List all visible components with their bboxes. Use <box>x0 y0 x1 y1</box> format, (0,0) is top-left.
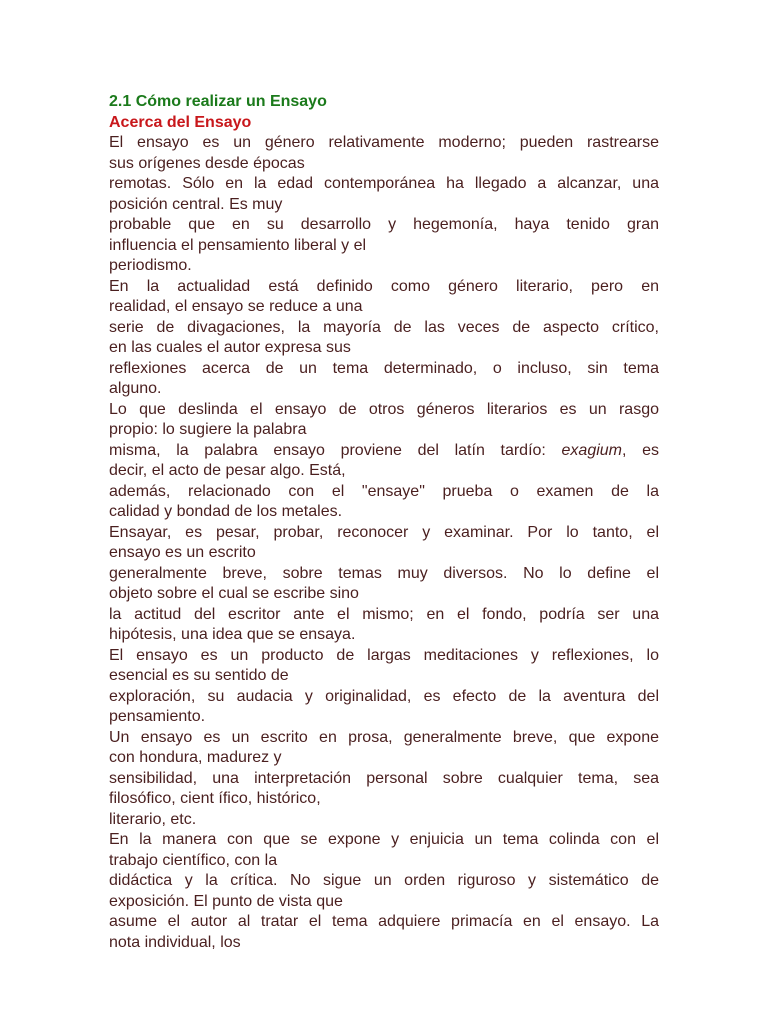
text-line: hipótesis, una idea que se ensaya. <box>109 626 356 643</box>
text-line: literario, etc. <box>109 810 197 828</box>
text-line: remotas. Sólo en la edad contemporánea ha llegado a alcanzar, una <box>109 175 659 192</box>
text-segment: , es <box>622 441 659 459</box>
text-line: En la actualidad está definido como género literario, pero en <box>109 277 659 295</box>
text-line: generalmente breve, sobre temas muy diversos. No lo define el <box>109 564 659 582</box>
italic-term: exagium <box>561 441 622 459</box>
text-line: El ensayo es un producto de largas meditaciones y reflexiones, lo <box>109 646 659 664</box>
text-line: reflexiones acerca de un tema determinado, o incluso, sin tema <box>109 359 659 377</box>
text-line: Un ensayo es un escrito en prosa, generalmente breve, que expone <box>109 728 659 746</box>
text-line: trabajo científico, con la <box>109 851 278 869</box>
text-line: sensibilidad, una interpretación personal sobre cualquier tema, sea <box>109 769 659 787</box>
text-line: Lo que deslinda el ensayo de otros géneros literarios es un rasgo <box>109 400 659 418</box>
text-line: sus orígenes desde épocas <box>109 154 305 172</box>
text-line: decir, el acto de pesar algo. Está, <box>109 462 346 479</box>
text-line: En la manera con que se expone y enjuicia un tema colinda con el <box>109 831 659 848</box>
text-line: asume el autor al tratar el tema adquiere primacía en el ensayo. La <box>109 913 659 930</box>
text-line: esencial es su sentido de <box>109 667 289 684</box>
text-line-with-italic <box>109 441 659 462</box>
subsection-title: Acerca del Ensayo <box>109 113 252 131</box>
text-line: exposición. El punto de vista que <box>109 892 343 910</box>
text-line: probable que en su desarrollo y hegemonía, haya tenido gran <box>109 216 659 233</box>
text-line: didáctica y la crítica. No sigue un orden riguroso y sistemático de <box>109 872 659 889</box>
text-line: con hondura, madurez y <box>109 749 282 766</box>
text-line: posición central. Es muy <box>109 195 283 213</box>
text-line: ensayo es un escrito <box>109 544 256 561</box>
text-line: El ensayo es un género relativamente moderno; pueden rastrearse <box>109 134 659 151</box>
text-line: en las cuales el autor expresa sus <box>109 339 351 356</box>
text-line: nota individual, los <box>109 933 241 951</box>
text-line: filosófico, cient ífico, histórico, <box>109 790 321 807</box>
text-line: influencia el pensamiento liberal y el <box>109 236 367 254</box>
text-line: Ensayar, es pesar, probar, reconocer y examinar. Por lo tanto, el <box>109 523 659 541</box>
text-line: la actitud del escritor ante el mismo; en el fondo, podría ser una <box>109 605 659 623</box>
text-line: alguno. <box>109 380 162 397</box>
text-line: periodismo. <box>109 257 192 274</box>
text-line: serie de divagaciones, la mayoría de las veces de aspecto crítico, <box>109 318 659 336</box>
text-line: propio: lo sugiere la palabra <box>109 421 307 438</box>
text-segment: misma, la palabra ensayo proviene del latín tardío: <box>109 441 546 459</box>
text-line: además, relacionado con el "ensaye" prueba o examen de la <box>109 482 659 500</box>
body-text <box>109 133 659 953</box>
section-title: 2.1 Cómo realizar un Ensayo <box>109 93 327 110</box>
text-line: exploración, su audacia y originalidad, es efecto de la aventura del <box>109 687 659 705</box>
text-line: pensamiento. <box>109 708 206 725</box>
text-line: objeto sobre el cual se escribe sino <box>109 585 359 602</box>
text-line: realidad, el ensayo se reduce a una <box>109 298 363 315</box>
document-page <box>109 92 659 953</box>
text-line: calidad y bondad de los metales. <box>109 503 343 520</box>
